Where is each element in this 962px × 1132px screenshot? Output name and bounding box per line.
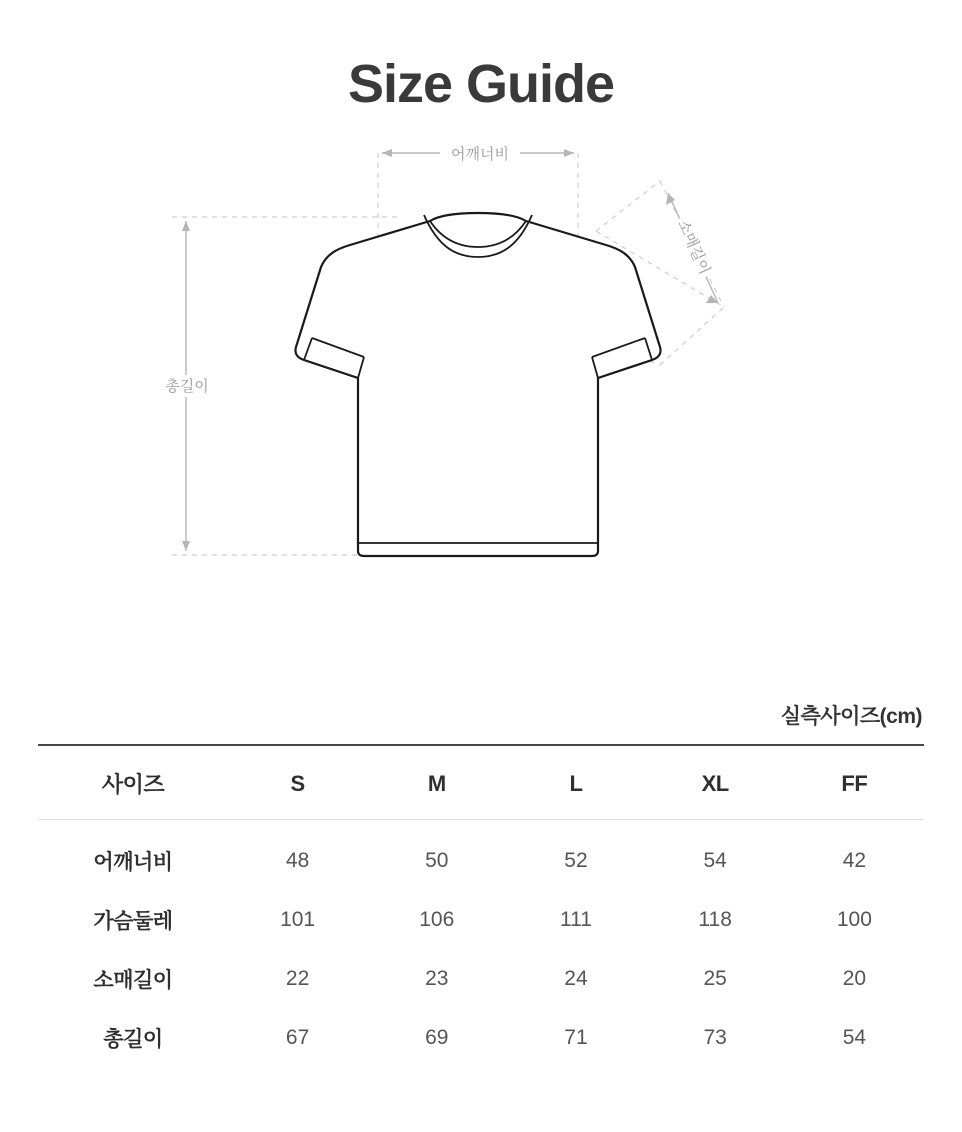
table-row [38, 890, 924, 949]
cell-total-m: 69 [425, 1026, 449, 1049]
table-row [38, 949, 924, 1008]
unit-note: 실측사이즈(cm) [780, 705, 922, 728]
cell-sleeve-ff: 20 [842, 967, 867, 990]
table-row [38, 1008, 924, 1067]
cell-sleeve-m: 23 [425, 967, 449, 990]
cell-shoulder-l: 52 [564, 849, 588, 872]
row-label-sleeve: 소매길이 [93, 969, 173, 992]
column-header-ff: FF [841, 770, 868, 796]
garment-diagram [0, 135, 962, 605]
tshirt-outline-icon [0, 135, 962, 605]
cell-shoulder-xl: 54 [703, 849, 727, 872]
table-body [38, 820, 924, 1068]
cell-sleeve-l: 24 [564, 967, 588, 990]
cell-total-l: 71 [564, 1026, 588, 1049]
page-title: Size Guide [347, 54, 615, 114]
column-header-size: 사이즈 [101, 772, 165, 797]
column-header-xl: XL [701, 770, 729, 796]
size-table-section [0, 700, 962, 1067]
label-total-length: 총길이 [165, 377, 209, 395]
column-header-l: L [569, 770, 583, 796]
row-label-shoulder: 어깨너비 [93, 851, 173, 874]
cell-chest-m: 106 [419, 908, 455, 931]
column-header-m: M [427, 770, 446, 796]
cell-chest-ff: 100 [836, 908, 872, 931]
cell-chest-l: 111 [560, 908, 592, 931]
cell-sleeve-xl: 25 [703, 967, 727, 990]
table-header-row [38, 745, 924, 820]
cell-shoulder-ff: 42 [842, 849, 867, 872]
cell-total-xl: 73 [703, 1026, 727, 1049]
size-table [38, 744, 924, 1067]
cell-sleeve-s: 22 [285, 967, 310, 990]
cell-total-ff: 54 [842, 1026, 867, 1049]
label-sleeve-length: 소매길이 [673, 217, 714, 277]
cell-chest-xl: 118 [698, 908, 732, 931]
table-header [38, 745, 924, 820]
cell-shoulder-s: 48 [285, 849, 310, 872]
column-header-s: S [290, 770, 305, 796]
cell-chest-s: 101 [280, 908, 316, 931]
cell-shoulder-m: 50 [425, 849, 449, 872]
row-label-chest: 가슴둘레 [93, 910, 173, 933]
table-row [38, 820, 924, 891]
label-shoulder-width: 어깨너비 [451, 145, 509, 163]
row-label-total-length: 총길이 [103, 1028, 163, 1051]
cell-total-s: 67 [285, 1026, 310, 1049]
